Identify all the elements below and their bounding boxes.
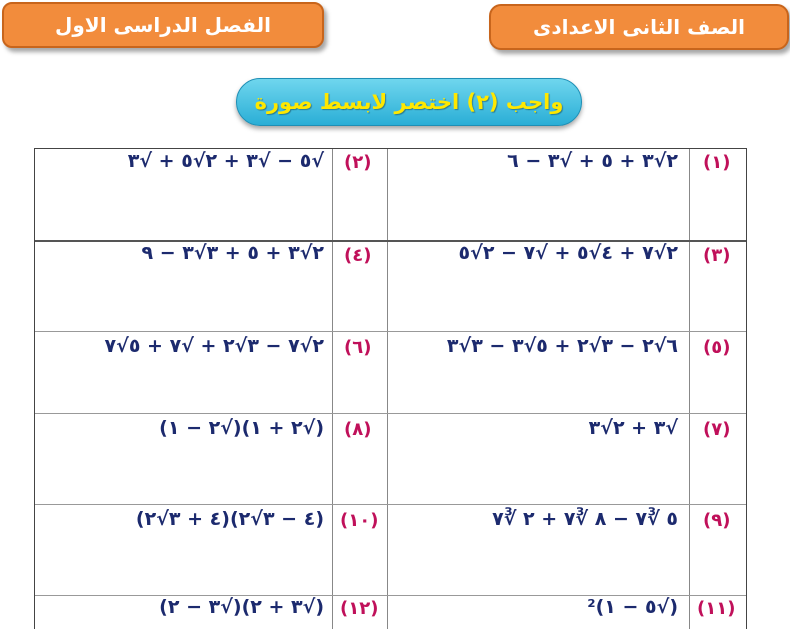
problem-expression: ٦√٢ − ٣√٢ + ٥√٣ − ٣√٣ <box>446 335 678 357</box>
problem-expression: √٥ − √٣ + ٢√٥ + √٣ <box>127 150 324 172</box>
term-tab <box>2 2 324 48</box>
column-divider <box>332 149 333 629</box>
grade-tab <box>489 4 789 50</box>
problem-number: (٨) <box>344 419 372 440</box>
problem-expression: ٢√٣ + ٥ + √٣ − ٦ <box>507 150 678 172</box>
problem-expression: √٣ + ٢√٣ <box>588 417 678 439</box>
problem-number: (٦) <box>344 337 372 358</box>
problem-expression: (√٥ − ١)² <box>587 596 678 618</box>
homework-title: واجب (٢) اختصر لابسط صورة <box>254 90 564 114</box>
row-divider <box>35 413 746 414</box>
problem-number: (٣) <box>703 245 731 266</box>
column-divider <box>387 149 388 629</box>
problem-number: (١٠) <box>340 510 379 531</box>
problem-number: (٧) <box>703 419 731 440</box>
problem-expression: (√٣ + ٢)(√٣ − ٢) <box>159 596 324 618</box>
problem-number: (٥) <box>703 337 731 358</box>
problem-expression: (√٢ + ١)(√٢ − ١) <box>159 417 324 439</box>
problem-number: (٤) <box>344 245 372 266</box>
problem-expression: ٥ ∛٧ − ٨ ∛٧ + ٢ ∛٧ <box>492 508 678 530</box>
problem-expression: ٢√٧ − ٣√٢ + √٧ + ٥√٧ <box>104 335 324 357</box>
homework-title-banner <box>236 78 582 126</box>
problem-number: (١١) <box>697 598 736 619</box>
problem-number: (١٢) <box>340 598 379 619</box>
problem-number: (١) <box>703 152 731 173</box>
term-label: الفصل الدراسى الاول <box>55 13 271 37</box>
problem-number: (٢) <box>344 152 372 173</box>
column-divider <box>689 149 690 629</box>
grade-label: الصف الثانى الاعدادى <box>533 15 746 39</box>
problems-table <box>34 148 747 629</box>
problem-number: (٩) <box>703 510 731 531</box>
problem-expression: ٢√٣ + ٥ + ٣√٣ − ٩ <box>141 242 324 264</box>
row-divider <box>35 504 746 505</box>
problem-expression: (٤ − ٣√٢)(٤ + ٣√٢) <box>135 508 324 530</box>
row-divider <box>35 331 746 332</box>
problem-expression: ٢√٧ + ٤√٥ + √٧ − ٢√٥ <box>458 242 678 264</box>
